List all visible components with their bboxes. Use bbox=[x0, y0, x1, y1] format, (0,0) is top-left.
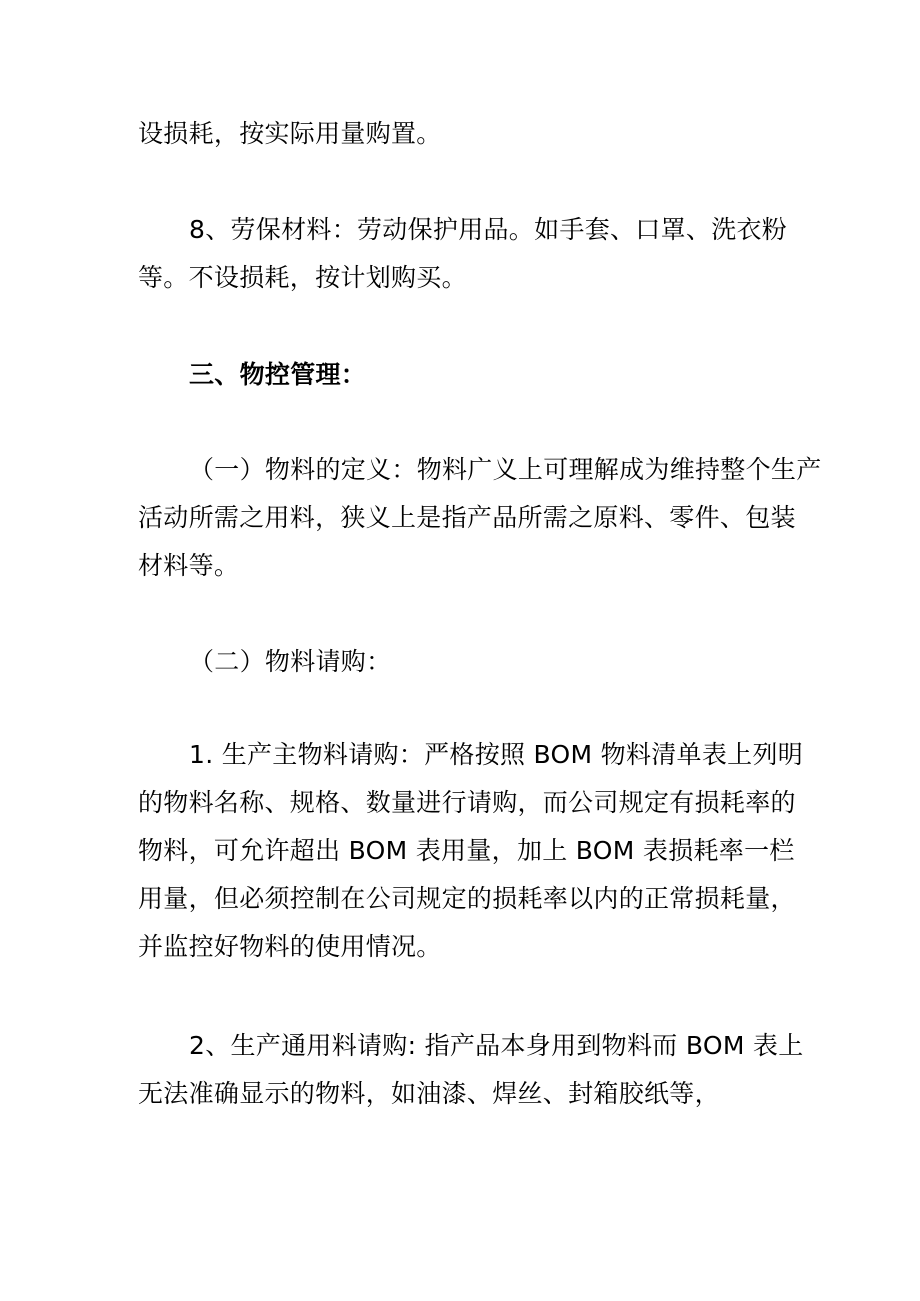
paragraph-material-purchase bbox=[138, 638, 788, 686]
text-line: 的物料名称、规格、数量进行请购，而公司规定有损耗率的 bbox=[138, 788, 796, 817]
text-line: 用量，但必须控制在公司规定的损耗率以内的正常损耗量， bbox=[138, 884, 796, 913]
text-line: 材料等。 bbox=[138, 551, 240, 580]
text-line: 物料，可允许超出 BOM 表用量，加上 BOM 表损耗率一栏 bbox=[138, 836, 795, 865]
subheading-text: （二）物料请购： bbox=[189, 647, 392, 676]
text-line: 设损耗，按实际用量购置。 bbox=[138, 119, 442, 148]
section-heading bbox=[138, 351, 788, 399]
heading-text: 三、物控管理： bbox=[189, 360, 367, 389]
text-line: 活动所需之用料，狭义上是指产品所需之原料、零件、包装 bbox=[138, 503, 796, 532]
paragraph-labor-protection bbox=[138, 206, 788, 302]
text-line: 8、劳保材料：劳动保护用品。如手套、口罩、洗衣粉 bbox=[189, 215, 788, 244]
text-line: 等。不设损耗，按计划购买。 bbox=[138, 263, 467, 292]
paragraph-loss-tail bbox=[138, 110, 788, 158]
text-line: 2、生产通用料请购: 指产品本身用到物料而 BOM 表上 bbox=[189, 1031, 804, 1060]
text-line: 并监控好物料的使用情况。 bbox=[138, 932, 442, 961]
paragraph-material-definition bbox=[138, 446, 822, 590]
paragraph-main-material bbox=[138, 731, 804, 971]
text-line: 无法准确显示的物料，如油漆、焊丝、封箱胶纸等， bbox=[138, 1079, 720, 1108]
paragraph-general-material bbox=[138, 1022, 804, 1118]
text-line: 1. 生产主物料请购：严格按照 BOM 物料清单表上列明 bbox=[189, 740, 804, 769]
text-line: （一）物料的定义：物料广义上可理解成为维持整个生产 bbox=[189, 455, 822, 484]
